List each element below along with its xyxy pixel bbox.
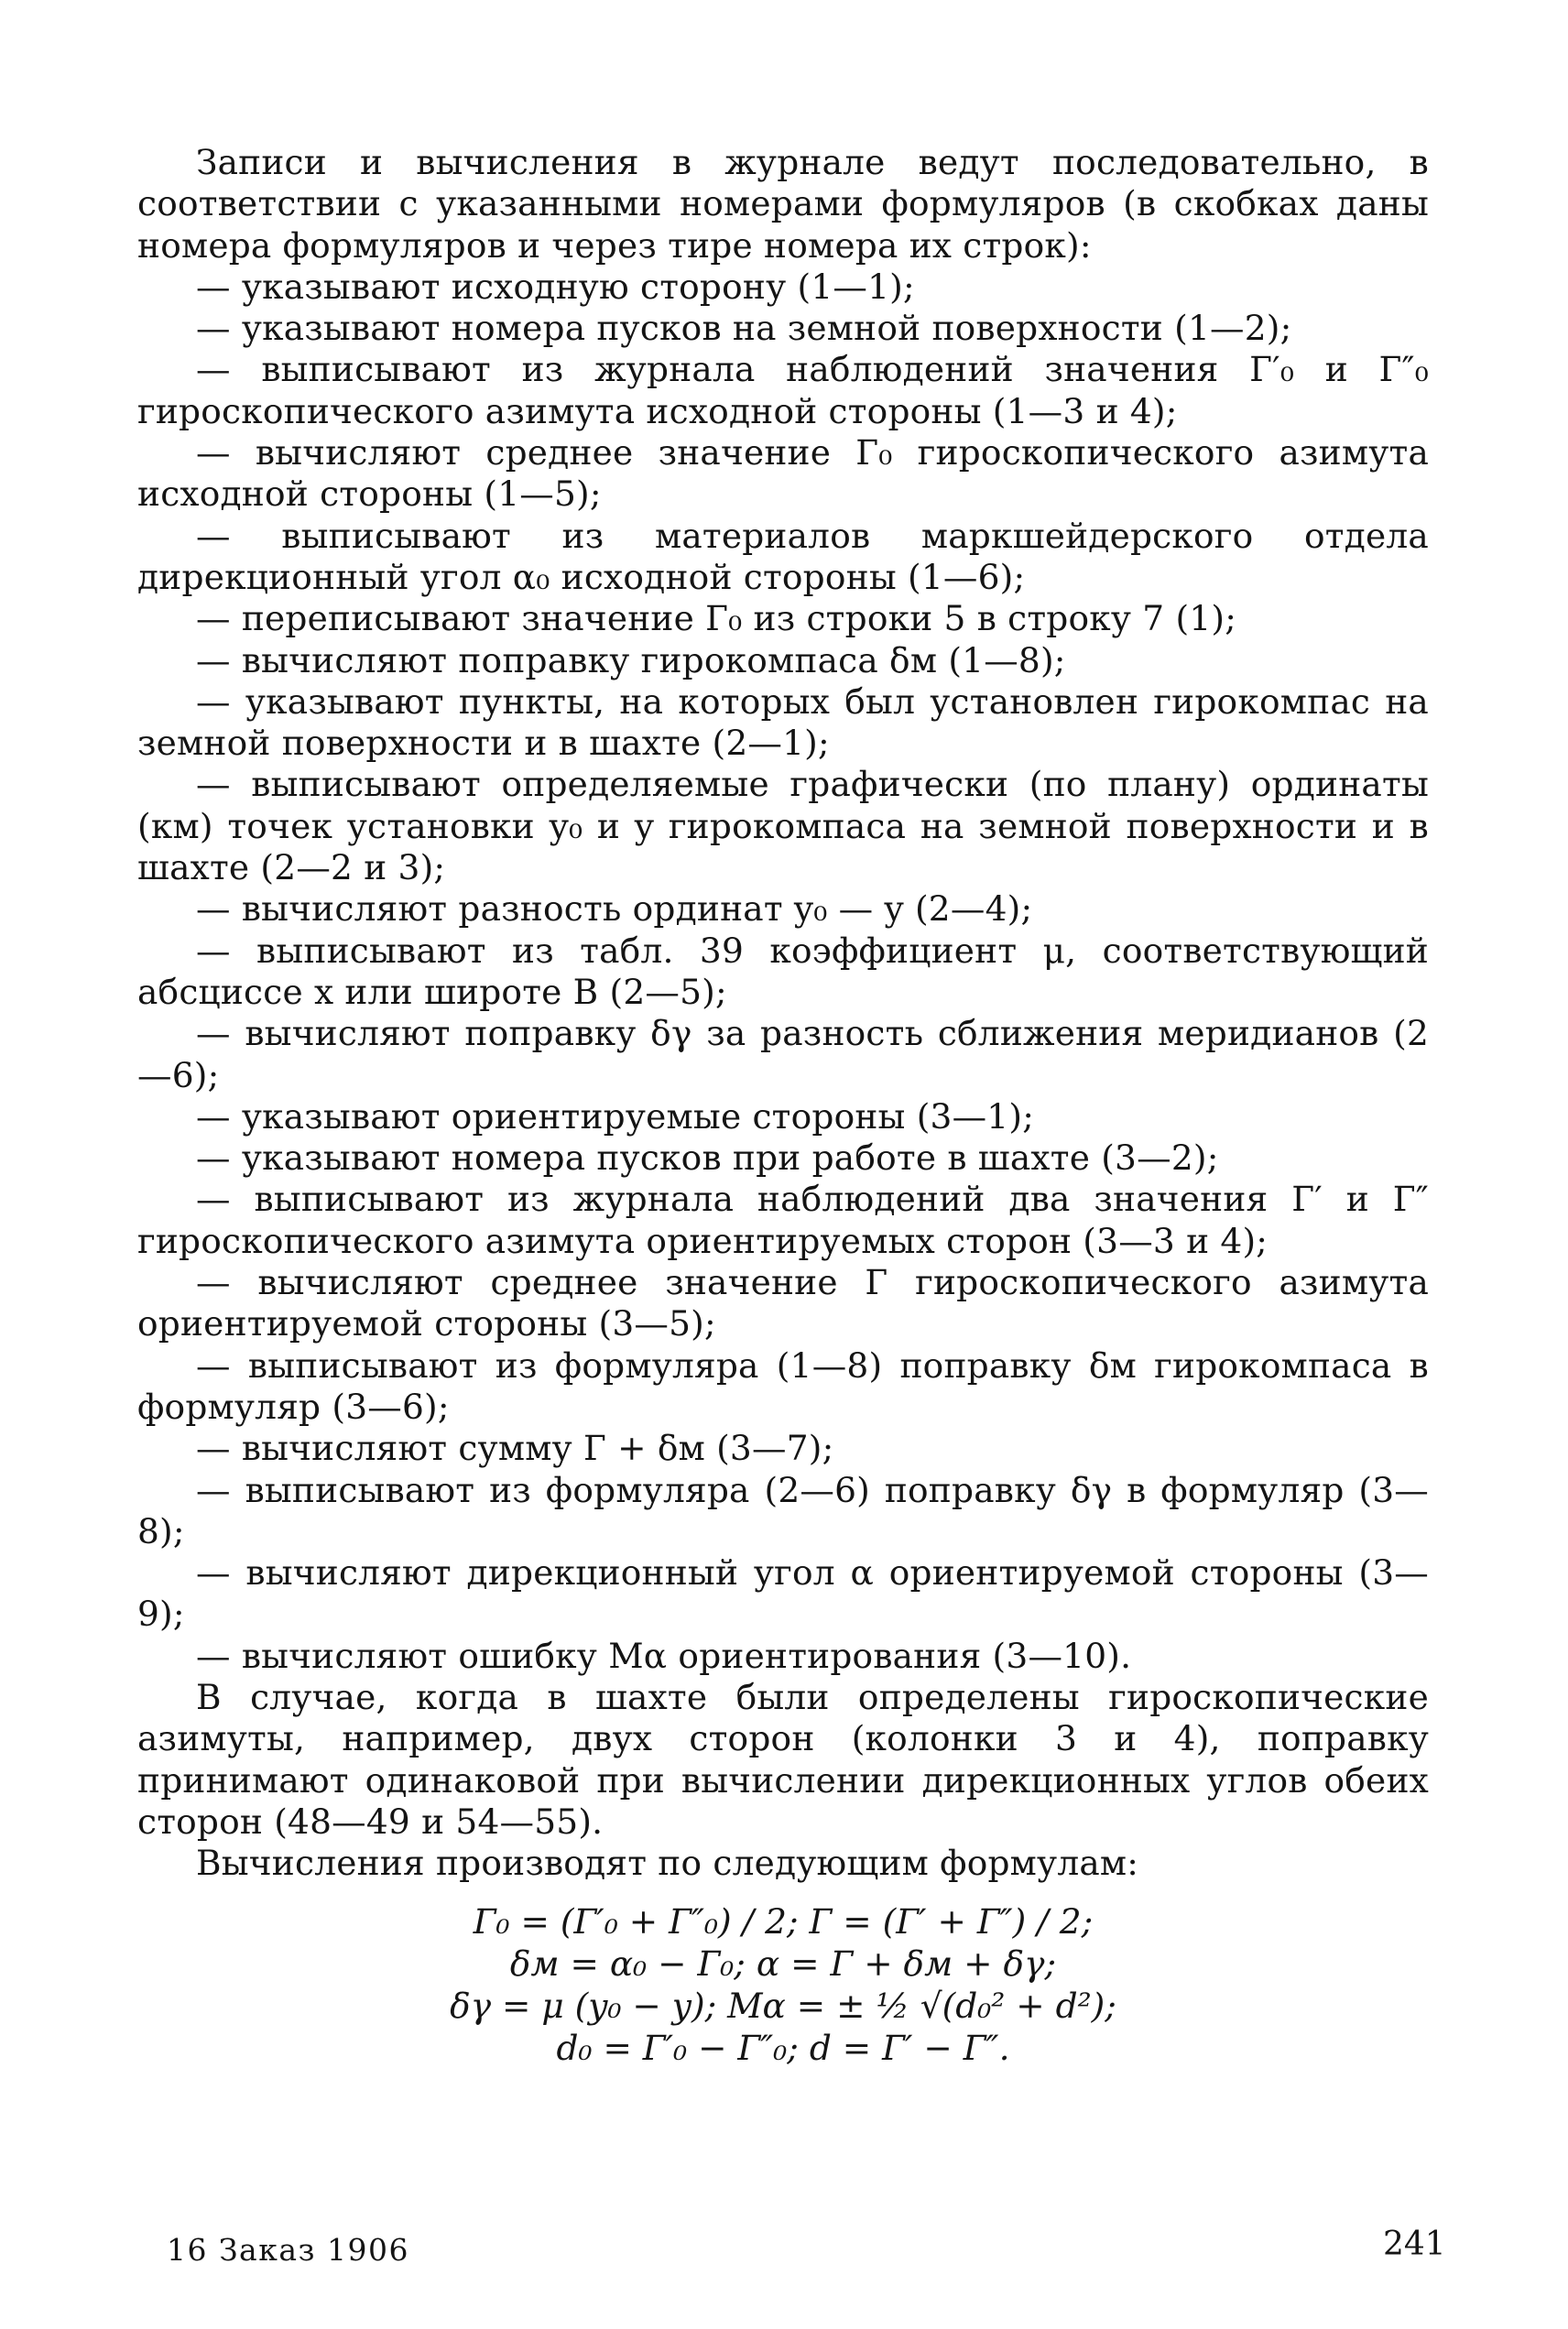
list-item: — вычисляют разность ординат y₀ — y (2—4); [196, 888, 1033, 930]
list-item: — вычисляют среднее значение Г₀ гироскопического азимута исходной стороны (1—5); [137, 432, 1429, 515]
formula-line: δм = α₀ − Г₀; α = Г + δм + δγ; [509, 1943, 1057, 1984]
list-item: — переписывают значение Г₀ из строки 5 в строку 7 (1); [196, 598, 1237, 639]
list-item: — выписывают из журнала наблюдений значения Г′₀ и Г″₀ гироскопического азимута исходной стороны (1—3 и 4); [137, 349, 1429, 431]
body-text [137, 142, 1429, 1884]
list-item: — вычисляют поправку δγ за разность сближения меридианов (2—6); [137, 1013, 1429, 1095]
list-item: — выписывают из журнала наблюдений два значения Г′ и Г″ гироскопического азимута ориентируемых сторон (3—3 и 4); [137, 1179, 1429, 1261]
formula-line: Г₀ = (Г′₀ + Г″₀) / 2; Г = (Г′ + Г″) / 2; [473, 1901, 1094, 1942]
intro-paragraph: Записи и вычисления в журнале ведут последовательно, в соответствии с указанными номерами формуляров (в скобках даны номера формуляров и через тире номера их строк): [137, 142, 1429, 266]
list-item: — указывают номера пусков при работе в шахте (3—2); [196, 1137, 1219, 1179]
formula-block [137, 1900, 1429, 2069]
list-item: — выписывают из формуляра (2—6) поправку δγ в формуляр (3—8); [137, 1469, 1429, 1551]
list-item: — вычисляют поправку гирокомпаса δм (1—8); [196, 639, 1066, 680]
list-item: — выписывают из формуляра (1—8) поправку δм гирокомпаса в формуляр (3—6); [137, 1344, 1429, 1427]
list-item: — указывают исходную сторону (1—1); [196, 266, 915, 307]
list-item: — указывают ориентируемые стороны (3—1); [196, 1095, 1035, 1137]
print-order-mark: 16 Заказ 1906 [167, 2232, 409, 2268]
list-item: — вычисляют сумму Г + δм (3—7); [196, 1428, 834, 1469]
formula-line: δγ = μ (y₀ − y); Mα = ± ½ √(d₀² + d²); [450, 1986, 1116, 2026]
list-item: — указывают номера пусков на земной поверхности (1—2); [196, 308, 1292, 349]
procedure-list [137, 267, 1429, 1677]
formulas-intro: Вычисления производят по следующим формулам: [196, 1843, 1139, 1884]
list-item: — вычисляют среднее значение Г гироскопического азимута ориентируемой стороны (3—5); [137, 1262, 1429, 1344]
list-item: — выписывают из материалов маркшейдерского отдела дирекционный угол α₀ исходной стороны (1—6); [137, 515, 1429, 597]
page-number: 241 [1383, 2226, 1446, 2263]
list-item: — указывают пункты, на которых был установлен гирокомпас на земной поверхности и в шахте (2—1); [137, 680, 1429, 764]
list-item: — вычисляют ошибку Mα ориентирования (3—10). [196, 1635, 1132, 1676]
list-item: — выписывают определяемые графически (по плану) ординаты (км) точек установки y₀ и y гирокомпаса на земной поверхности и в шахте (2—2 и 3); [137, 764, 1429, 888]
formula-line: d₀ = Г′₀ − Г″₀; d = Г′ − Г″. [556, 2028, 1010, 2068]
list-item: — выписывают из табл. 39 коэффициент μ, соответствующий абсциссе x или широте B (2—5); [137, 930, 1429, 1012]
list-item: — вычисляют дирекционный угол α ориентируемой стороны (3—9); [137, 1552, 1429, 1635]
case-paragraph: В случае, когда в шахте были определены гироскопические азимуты, например, двух сторон (колонки 3 и 4), поправку принимают одинаковой при вычислении дирекционных углов обеих сторон (48—49 и 54—55). [137, 1676, 1429, 1842]
